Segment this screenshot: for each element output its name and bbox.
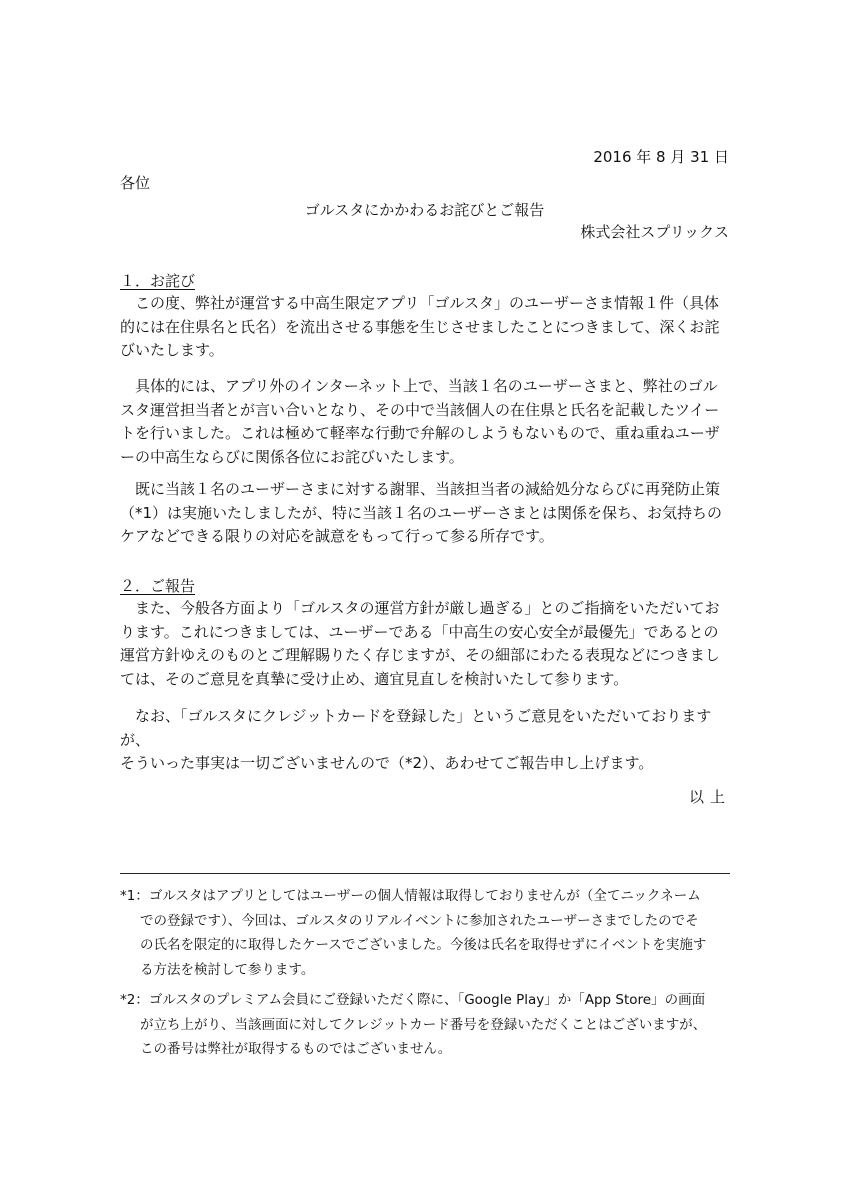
paragraph-report-1: また、今般各方面より「ゴルスタの運営方針が厳し過ぎる」とのご指摘をいただいてお ります。これにつきましては、ユーザーである「中高生の安心安全が最優先」であるとの 運営方針ゆえのものとご理解賜りたく存じますが、その細部にわたる表現などにつきまし ては、そのご意見を真摯に受け止め、適宜見直しを検討いたして参ります。 <box>120 599 720 688</box>
document-date: 2016 年 8 月 31 日 <box>593 148 729 166</box>
company-name: 株式会社スプリックス <box>580 223 729 241</box>
paragraph-apology-1: この度、弊社が運営する中高生限定アプリ「ゴルスタ」のユーザーさま情報１件（具体 的には在住県名と氏名）を流出させる事態を生じさせましたことにつきまして、深くお詫 びいたします。 <box>120 294 720 359</box>
section-heading-report: ２．ご報告 <box>120 577 196 595</box>
paragraph-apology-3: 既に当該１名のユーザーさまに対する謝罪、当該担当者の減給処分ならびに再発防止策 （*1）は実施いたしましたが、特に当該１名のユーザーさまとは関係を保ち、お気持ちの ケアなどできる限りの対応を誠意をもって行って参る所存です。 <box>120 480 723 545</box>
document-title: ゴルスタにかかわるお詫びとご報告 <box>304 201 545 219</box>
footnote-1: *1：ゴルスタはアプリとしてはユーザーの個人情報は取得しておりませんが（全てニックネーム での登録です）、今回は、ゴルスタのリアルイベントに参加されたユーザーさまでしたのでそ の氏名を限定的に取得したケースでございました。今後は氏名を取得せずにイベントを実施す る方法を検討して参ります。 <box>120 888 707 978</box>
paragraph-apology-2: 具体的には、アプリ外のインターネット上で、当該１名のユーザーさまと、弊社のゴル スタ運営担当者とが言い合いとなり、その中で当該個人の在住県と氏名を記載したツイー トを行いました。これは極めて軽率な行動で弁解のしようもないもので、重ね重ねユーザ ーの中高生ならびに関係各位にお詫びいたします。 <box>120 377 720 466</box>
footnote-divider <box>120 873 730 874</box>
addressee: 各位 <box>120 174 151 192</box>
footnote-2: *2：ゴルスタのプレミアム会員にご登録いただく際に、「Google Play」か「App Store」の画面 が立ち上がり、当該画面に対してクレジットカード番号を登録いただくことはございますが、 この番号は弊社が取得するものではございません。 <box>120 992 707 1057</box>
section-heading-apology: １．お詫び <box>120 272 196 290</box>
closing-mark: 以上 <box>688 788 731 806</box>
paragraph-report-2: なお、「ゴルスタにクレジットカードを登録した」というご意見をいただいておりますが、 そういった事実は一切ございませんので（*2）、あわせてご報告申し上げます。 <box>120 707 712 772</box>
